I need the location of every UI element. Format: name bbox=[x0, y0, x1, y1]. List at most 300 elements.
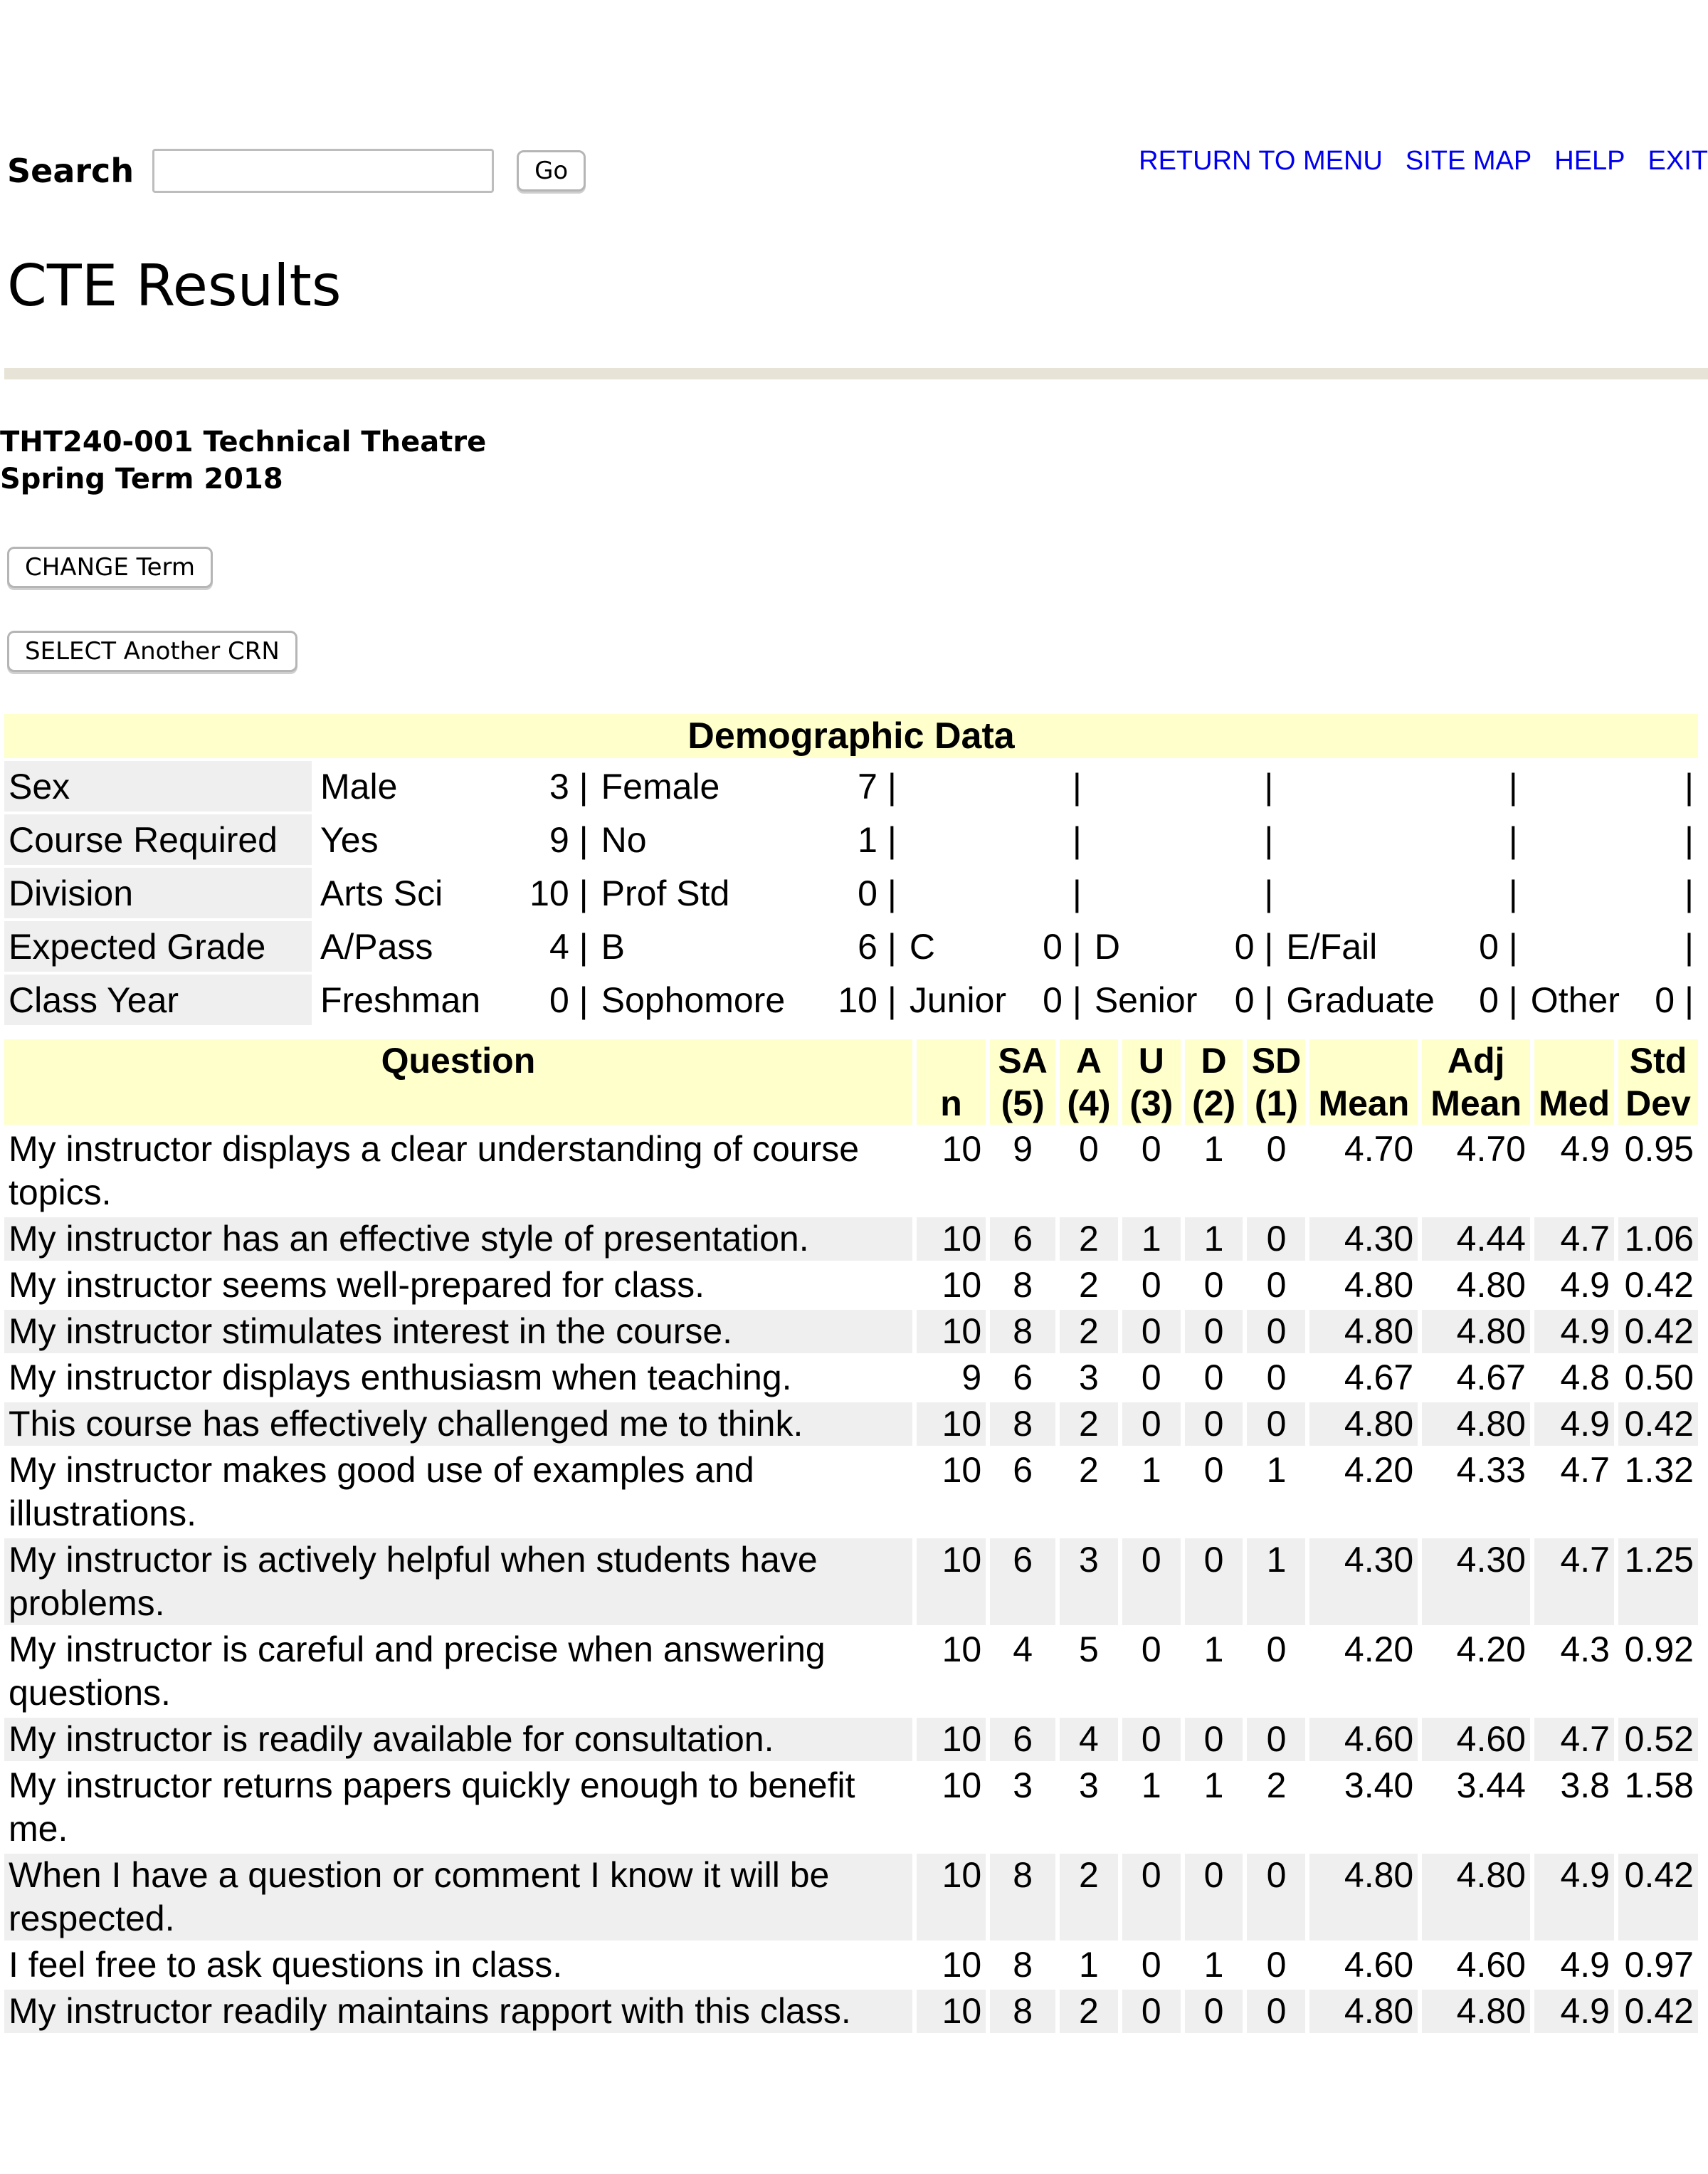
response-count: 8 bbox=[990, 1990, 1055, 2033]
response-count: 8 bbox=[990, 1310, 1055, 1353]
stat-value: 0.42 bbox=[1618, 1264, 1698, 1307]
demographic-row bbox=[4, 761, 1698, 812]
stat-value: 4.9 bbox=[1534, 1990, 1614, 2033]
stat-value: 4.20 bbox=[1309, 1628, 1418, 1715]
demographic-option bbox=[1090, 814, 1219, 865]
question-text: My instructor makes good use of examples and illustrations. bbox=[4, 1449, 912, 1535]
go-button[interactable]: Go bbox=[517, 150, 586, 191]
col-d: D (2) bbox=[1185, 1039, 1243, 1125]
table-row bbox=[4, 1402, 1698, 1446]
divider bbox=[4, 368, 1708, 379]
demographic-count bbox=[1223, 921, 1277, 972]
separator: | bbox=[1685, 766, 1694, 807]
response-n: 10 bbox=[917, 1628, 986, 1715]
demographic-count bbox=[823, 761, 901, 812]
response-count: 2 bbox=[1060, 1310, 1118, 1353]
response-count: 3 bbox=[990, 1764, 1055, 1851]
response-count: 4 bbox=[990, 1628, 1055, 1715]
response-count: 1 bbox=[1185, 1128, 1243, 1214]
response-count: 0 bbox=[1247, 1854, 1305, 1941]
demographic-label: Course Required bbox=[4, 814, 312, 865]
demographic-count-value: 0 bbox=[1043, 926, 1063, 967]
demographic-count bbox=[1223, 814, 1277, 865]
response-count: 2 bbox=[1060, 1854, 1118, 1941]
demographic-option: C bbox=[909, 926, 935, 967]
col-a: A (4) bbox=[1060, 1039, 1118, 1125]
stat-value: 0.50 bbox=[1618, 1356, 1698, 1400]
demographic-option bbox=[1282, 761, 1462, 812]
demographic-count-value: 4 bbox=[549, 926, 569, 967]
demographic-count bbox=[1467, 975, 1522, 1025]
demographic-count-value: 7 bbox=[858, 766, 877, 807]
top-nav bbox=[1139, 146, 1708, 177]
change-term-button[interactable]: CHANGE Term bbox=[7, 547, 213, 588]
separator: | bbox=[1264, 873, 1274, 913]
select-crn-button[interactable]: SELECT Another CRN bbox=[7, 631, 297, 672]
separator: | bbox=[1254, 926, 1274, 967]
response-count: 0 bbox=[1122, 1538, 1181, 1625]
stat-value: 4.20 bbox=[1422, 1628, 1530, 1715]
question-text: My instructor displays enthusiasm when teaching. bbox=[4, 1356, 912, 1400]
question-text: My instructor is readily available for consultation. bbox=[4, 1718, 912, 1761]
demographic-count bbox=[1643, 921, 1698, 972]
demographic-count bbox=[1467, 761, 1522, 812]
response-count: 0 bbox=[1185, 1264, 1243, 1307]
demographic-option: Graduate bbox=[1286, 980, 1435, 1020]
stat-value: 4.9 bbox=[1534, 1128, 1614, 1214]
demographic-option: A/Pass bbox=[320, 926, 433, 967]
demographic-label: Expected Grade bbox=[4, 921, 312, 972]
response-count: 0 bbox=[1247, 1718, 1305, 1761]
response-count: 1 bbox=[1247, 1538, 1305, 1625]
demographic-option bbox=[905, 868, 1027, 918]
response-count: 2 bbox=[1060, 1402, 1118, 1446]
separator: | bbox=[877, 766, 897, 807]
question-text: My instructor is careful and precise when answering questions. bbox=[4, 1628, 912, 1715]
search-label: Search bbox=[7, 152, 135, 190]
demographic-row bbox=[4, 814, 1698, 865]
response-count: 0 bbox=[1122, 1264, 1181, 1307]
col-sd: SD (1) bbox=[1247, 1039, 1305, 1125]
demographic-option: Junior bbox=[909, 980, 1007, 1020]
question-text: I feel free to ask questions in class. bbox=[4, 1943, 912, 1987]
stat-value: 4.3 bbox=[1534, 1628, 1614, 1715]
response-count: 0 bbox=[1122, 1628, 1181, 1715]
response-count: 0 bbox=[1247, 1990, 1305, 2033]
demographic-option: Senior bbox=[1094, 980, 1198, 1020]
demographic-count bbox=[515, 814, 593, 865]
separator: | bbox=[1264, 766, 1274, 807]
separator: | bbox=[877, 819, 897, 860]
demographic-count-value: 10 bbox=[838, 980, 877, 1020]
response-count: 8 bbox=[990, 1264, 1055, 1307]
col-n: n bbox=[917, 1039, 986, 1125]
response-count: 4 bbox=[1060, 1718, 1118, 1761]
stat-value: 1.32 bbox=[1618, 1449, 1698, 1535]
demographic-option: Freshman bbox=[320, 980, 481, 1020]
page-title: CTE Results bbox=[7, 253, 342, 319]
response-count: 0 bbox=[1185, 1538, 1243, 1625]
stat-value: 4.30 bbox=[1309, 1538, 1418, 1625]
response-n: 10 bbox=[917, 1854, 986, 1941]
separator: | bbox=[1508, 766, 1518, 807]
response-n: 10 bbox=[917, 1538, 986, 1625]
response-count: 0 bbox=[1122, 1402, 1181, 1446]
response-count: 0 bbox=[1122, 1854, 1181, 1941]
site-map-link[interactable]: SITE MAP bbox=[1405, 146, 1532, 176]
separator: | bbox=[1254, 980, 1274, 1020]
demographic-count bbox=[823, 921, 901, 972]
table-row bbox=[4, 1356, 1698, 1400]
response-count: 0 bbox=[1247, 1943, 1305, 1987]
table-row bbox=[4, 1449, 1698, 1535]
response-count: 2 bbox=[1060, 1449, 1118, 1535]
demographic-count-value: 0 bbox=[1234, 980, 1255, 1020]
col-std-dev: Std Dev bbox=[1618, 1039, 1698, 1125]
table-row bbox=[4, 1628, 1698, 1715]
response-count: 5 bbox=[1060, 1628, 1118, 1715]
response-count: 0 bbox=[1247, 1264, 1305, 1307]
stat-value: 4.33 bbox=[1422, 1449, 1530, 1535]
demographic-count bbox=[1031, 975, 1086, 1025]
table-row bbox=[4, 1264, 1698, 1307]
col-mean: Mean bbox=[1309, 1039, 1418, 1125]
demographic-option: No bbox=[601, 819, 647, 860]
stat-value: 0.42 bbox=[1618, 1310, 1698, 1353]
response-count: 6 bbox=[990, 1718, 1055, 1761]
response-count: 2 bbox=[1060, 1990, 1118, 2033]
response-count: 1 bbox=[1185, 1764, 1243, 1851]
demographic-option bbox=[1090, 761, 1219, 812]
response-count: 0 bbox=[1122, 1718, 1181, 1761]
separator: | bbox=[877, 873, 897, 913]
col-sa: SA (5) bbox=[990, 1039, 1055, 1125]
col-adj-mean: Adj Mean bbox=[1422, 1039, 1530, 1125]
response-count: 2 bbox=[1247, 1764, 1305, 1851]
response-count: 3 bbox=[1060, 1764, 1118, 1851]
stat-value: 4.9 bbox=[1534, 1402, 1614, 1446]
demographic-count bbox=[823, 975, 901, 1025]
stat-value: 4.80 bbox=[1309, 1402, 1418, 1446]
stat-value: 4.80 bbox=[1309, 1264, 1418, 1307]
demographic-count bbox=[1223, 761, 1277, 812]
demographic-option: E/Fail bbox=[1286, 926, 1378, 967]
stat-value: 4.60 bbox=[1309, 1718, 1418, 1761]
demographic-option bbox=[1527, 921, 1639, 972]
separator: | bbox=[1072, 766, 1082, 807]
response-count: 3 bbox=[1060, 1356, 1118, 1400]
demographic-count-value: 0 bbox=[549, 980, 569, 1020]
demographic-option bbox=[1282, 814, 1462, 865]
demographic-count-value: 0 bbox=[1479, 926, 1499, 967]
question-text: My instructor displays a clear understanding of course topics. bbox=[4, 1128, 912, 1214]
response-count: 0 bbox=[1247, 1310, 1305, 1353]
stat-value: 1.58 bbox=[1618, 1764, 1698, 1851]
demographic-count bbox=[1643, 975, 1698, 1025]
demographic-count bbox=[515, 975, 593, 1025]
stat-value: 4.70 bbox=[1422, 1128, 1530, 1214]
response-count: 0 bbox=[1122, 1128, 1181, 1214]
separator: | bbox=[569, 819, 589, 860]
response-count: 1 bbox=[1185, 1943, 1243, 1987]
response-count: 1 bbox=[1122, 1217, 1181, 1261]
response-n: 9 bbox=[917, 1356, 986, 1400]
response-n: 10 bbox=[917, 1718, 986, 1761]
response-count: 9 bbox=[990, 1128, 1055, 1214]
demographic-row bbox=[4, 868, 1698, 918]
response-count: 0 bbox=[1122, 1943, 1181, 1987]
demographic-option bbox=[1282, 868, 1462, 918]
table-row bbox=[4, 1128, 1698, 1214]
table-row bbox=[4, 1538, 1698, 1625]
demographic-count bbox=[1223, 868, 1277, 918]
table-row bbox=[4, 1990, 1698, 2033]
demographic-count-value: 3 bbox=[549, 766, 569, 807]
search-input[interactable] bbox=[152, 149, 494, 193]
response-count: 0 bbox=[1122, 1356, 1181, 1400]
demographic-count bbox=[1031, 814, 1086, 865]
demographic-count-value: 0 bbox=[1043, 980, 1063, 1020]
demographic-count bbox=[1643, 814, 1698, 865]
demographic-count bbox=[823, 814, 901, 865]
demographic-count-value: 0 bbox=[1479, 980, 1499, 1020]
stat-value: 3.44 bbox=[1422, 1764, 1530, 1851]
demographic-row bbox=[4, 975, 1698, 1025]
response-count: 0 bbox=[1185, 1854, 1243, 1941]
response-n: 10 bbox=[917, 1943, 986, 1987]
demographic-option: Other bbox=[1530, 980, 1620, 1020]
stat-value: 1.25 bbox=[1618, 1538, 1698, 1625]
stat-value: 4.80 bbox=[1422, 1990, 1530, 2033]
course-info bbox=[0, 424, 486, 498]
demographic-option: Yes bbox=[320, 819, 379, 860]
response-count: 0 bbox=[1247, 1628, 1305, 1715]
separator: | bbox=[1072, 873, 1082, 913]
stat-value: 0.42 bbox=[1618, 1854, 1698, 1941]
results-table bbox=[0, 1036, 1702, 2036]
response-count: 0 bbox=[1185, 1990, 1243, 2033]
demographic-option: Sophomore bbox=[601, 980, 786, 1020]
response-count: 8 bbox=[990, 1943, 1055, 1987]
demographic-option bbox=[905, 761, 1027, 812]
demographic-count bbox=[823, 868, 901, 918]
stat-value: 4.67 bbox=[1422, 1356, 1530, 1400]
demographic-table bbox=[0, 711, 1702, 1028]
response-count: 8 bbox=[990, 1402, 1055, 1446]
response-count: 1 bbox=[1122, 1764, 1181, 1851]
response-n: 10 bbox=[917, 1990, 986, 2033]
response-count: 0 bbox=[1247, 1217, 1305, 1261]
stat-value: 1.06 bbox=[1618, 1217, 1698, 1261]
stat-value: 4.44 bbox=[1422, 1217, 1530, 1261]
question-text: My instructor stimulates interest in the course. bbox=[4, 1310, 912, 1353]
stat-value: 0.95 bbox=[1618, 1128, 1698, 1214]
response-count: 0 bbox=[1185, 1718, 1243, 1761]
stat-value: 0.52 bbox=[1618, 1718, 1698, 1761]
stat-value: 4.60 bbox=[1422, 1943, 1530, 1987]
stat-value: 0.42 bbox=[1618, 1402, 1698, 1446]
demographic-count bbox=[1223, 975, 1277, 1025]
demographic-label: Class Year bbox=[4, 975, 312, 1025]
response-n: 10 bbox=[917, 1264, 986, 1307]
stat-value: 4.9 bbox=[1534, 1854, 1614, 1941]
separator: | bbox=[1685, 926, 1694, 967]
question-text: This course has effectively challenged me to think. bbox=[4, 1402, 912, 1446]
response-count: 6 bbox=[990, 1217, 1055, 1261]
col-u: U (3) bbox=[1122, 1039, 1181, 1125]
col-question: Question bbox=[4, 1039, 912, 1125]
response-n: 10 bbox=[917, 1217, 986, 1261]
response-count: 2 bbox=[1060, 1217, 1118, 1261]
stat-value: 0.97 bbox=[1618, 1943, 1698, 1987]
demographic-count-value: 0 bbox=[1655, 980, 1675, 1020]
stat-value: 4.80 bbox=[1422, 1310, 1530, 1353]
separator: | bbox=[1498, 980, 1518, 1020]
response-count: 0 bbox=[1060, 1128, 1118, 1214]
table-row bbox=[4, 1854, 1698, 1941]
demographic-option: B bbox=[601, 926, 625, 967]
demographic-option bbox=[1527, 868, 1639, 918]
demographic-count bbox=[1467, 921, 1522, 972]
separator: | bbox=[1062, 980, 1082, 1020]
response-count: 3 bbox=[1060, 1538, 1118, 1625]
separator: | bbox=[1062, 926, 1082, 967]
demographic-count-value: 0 bbox=[858, 873, 877, 913]
table-row bbox=[4, 1310, 1698, 1353]
stat-value: 4.80 bbox=[1309, 1310, 1418, 1353]
demographic-count bbox=[515, 761, 593, 812]
separator: | bbox=[569, 766, 589, 807]
response-count: 0 bbox=[1122, 1310, 1181, 1353]
response-count: 0 bbox=[1185, 1356, 1243, 1400]
question-text: My instructor seems well-prepared for class. bbox=[4, 1264, 912, 1307]
response-count: 1 bbox=[1247, 1449, 1305, 1535]
demographic-option: D bbox=[1094, 926, 1120, 967]
question-text: My instructor has an effective style of presentation. bbox=[4, 1217, 912, 1261]
response-n: 10 bbox=[917, 1402, 986, 1446]
stat-value: 4.9 bbox=[1534, 1943, 1614, 1987]
stat-value: 4.67 bbox=[1309, 1356, 1418, 1400]
response-count: 2 bbox=[1060, 1264, 1118, 1307]
separator: | bbox=[1508, 819, 1518, 860]
response-count: 6 bbox=[990, 1449, 1055, 1535]
demographic-option: Prof Std bbox=[601, 873, 730, 913]
separator: | bbox=[1264, 819, 1274, 860]
table-row bbox=[4, 1217, 1698, 1261]
table-row bbox=[4, 1943, 1698, 1987]
separator: | bbox=[569, 926, 589, 967]
col-med: Med bbox=[1534, 1039, 1614, 1125]
demographic-count-value: 10 bbox=[529, 873, 569, 913]
response-count: 0 bbox=[1185, 1449, 1243, 1535]
stat-value: 3.40 bbox=[1309, 1764, 1418, 1851]
search-bar bbox=[7, 146, 586, 196]
stat-value: 4.7 bbox=[1534, 1449, 1614, 1535]
separator: | bbox=[1508, 873, 1518, 913]
stat-value: 4.9 bbox=[1534, 1310, 1614, 1353]
demographic-count bbox=[1467, 868, 1522, 918]
demographic-count bbox=[1031, 761, 1086, 812]
demographic-count bbox=[1643, 868, 1698, 918]
stat-value: 4.30 bbox=[1309, 1217, 1418, 1261]
demographic-count bbox=[1467, 814, 1522, 865]
demographic-option: Female bbox=[601, 766, 720, 807]
question-text: My instructor returns papers quickly enough to benefit me. bbox=[4, 1764, 912, 1851]
response-n: 10 bbox=[917, 1310, 986, 1353]
demographic-count bbox=[1643, 761, 1698, 812]
response-count: 8 bbox=[990, 1854, 1055, 1941]
help-link[interactable]: HELP bbox=[1554, 146, 1625, 176]
response-count: 0 bbox=[1122, 1990, 1181, 2033]
response-count: 0 bbox=[1185, 1402, 1243, 1446]
stat-value: 0.42 bbox=[1618, 1990, 1698, 2033]
stat-value: 4.7 bbox=[1534, 1718, 1614, 1761]
response-count: 1 bbox=[1185, 1217, 1243, 1261]
course-term: Spring Term 2018 bbox=[0, 463, 283, 495]
stat-value: 4.7 bbox=[1534, 1217, 1614, 1261]
demographic-title: Demographic Data bbox=[4, 714, 1698, 758]
stat-value: 4.80 bbox=[1422, 1264, 1530, 1307]
response-count: 1 bbox=[1122, 1449, 1181, 1535]
demographic-count bbox=[515, 921, 593, 972]
separator: | bbox=[1675, 980, 1694, 1020]
separator: | bbox=[569, 873, 589, 913]
separator: | bbox=[1072, 819, 1082, 860]
demographic-label: Sex bbox=[4, 761, 312, 812]
demographic-option bbox=[1527, 761, 1639, 812]
response-count: 1 bbox=[1185, 1628, 1243, 1715]
stat-value: 4.60 bbox=[1309, 1943, 1418, 1987]
question-text: When I have a question or comment I know it will be respected. bbox=[4, 1854, 912, 1941]
question-text: My instructor readily maintains rapport with this class. bbox=[4, 1990, 912, 2033]
separator: | bbox=[877, 980, 897, 1020]
stat-value: 4.80 bbox=[1422, 1854, 1530, 1941]
response-count: 6 bbox=[990, 1538, 1055, 1625]
response-n: 10 bbox=[917, 1449, 986, 1535]
response-count: 0 bbox=[1247, 1402, 1305, 1446]
demographic-option bbox=[1527, 814, 1639, 865]
separator: | bbox=[877, 926, 897, 967]
response-count: 0 bbox=[1247, 1128, 1305, 1214]
demographic-count bbox=[1031, 868, 1086, 918]
stat-value: 3.8 bbox=[1534, 1764, 1614, 1851]
return-to-menu-link[interactable]: RETURN TO MENU bbox=[1139, 146, 1383, 176]
exit-link[interactable]: EXIT bbox=[1648, 146, 1708, 176]
table-row bbox=[4, 1718, 1698, 1761]
demographic-option: Male bbox=[320, 766, 398, 807]
response-n: 10 bbox=[917, 1128, 986, 1214]
response-count: 0 bbox=[1247, 1356, 1305, 1400]
stat-value: 4.80 bbox=[1422, 1402, 1530, 1446]
response-count: 6 bbox=[990, 1356, 1055, 1400]
table-row bbox=[4, 1764, 1698, 1851]
stat-value: 4.30 bbox=[1422, 1538, 1530, 1625]
response-count: 1 bbox=[1060, 1943, 1118, 1987]
demographic-count-value: 6 bbox=[858, 926, 877, 967]
separator: | bbox=[1498, 926, 1518, 967]
demographic-label: Division bbox=[4, 868, 312, 918]
demographic-count bbox=[515, 868, 593, 918]
demographic-row bbox=[4, 921, 1698, 972]
demographic-option: Arts Sci bbox=[320, 873, 443, 913]
stat-value: 4.20 bbox=[1309, 1449, 1418, 1535]
stat-value: 4.9 bbox=[1534, 1264, 1614, 1307]
stat-value: 4.8 bbox=[1534, 1356, 1614, 1400]
stat-value: 4.70 bbox=[1309, 1128, 1418, 1214]
separator: | bbox=[1685, 873, 1694, 913]
demographic-option bbox=[1090, 868, 1219, 918]
stat-value: 4.7 bbox=[1534, 1538, 1614, 1625]
